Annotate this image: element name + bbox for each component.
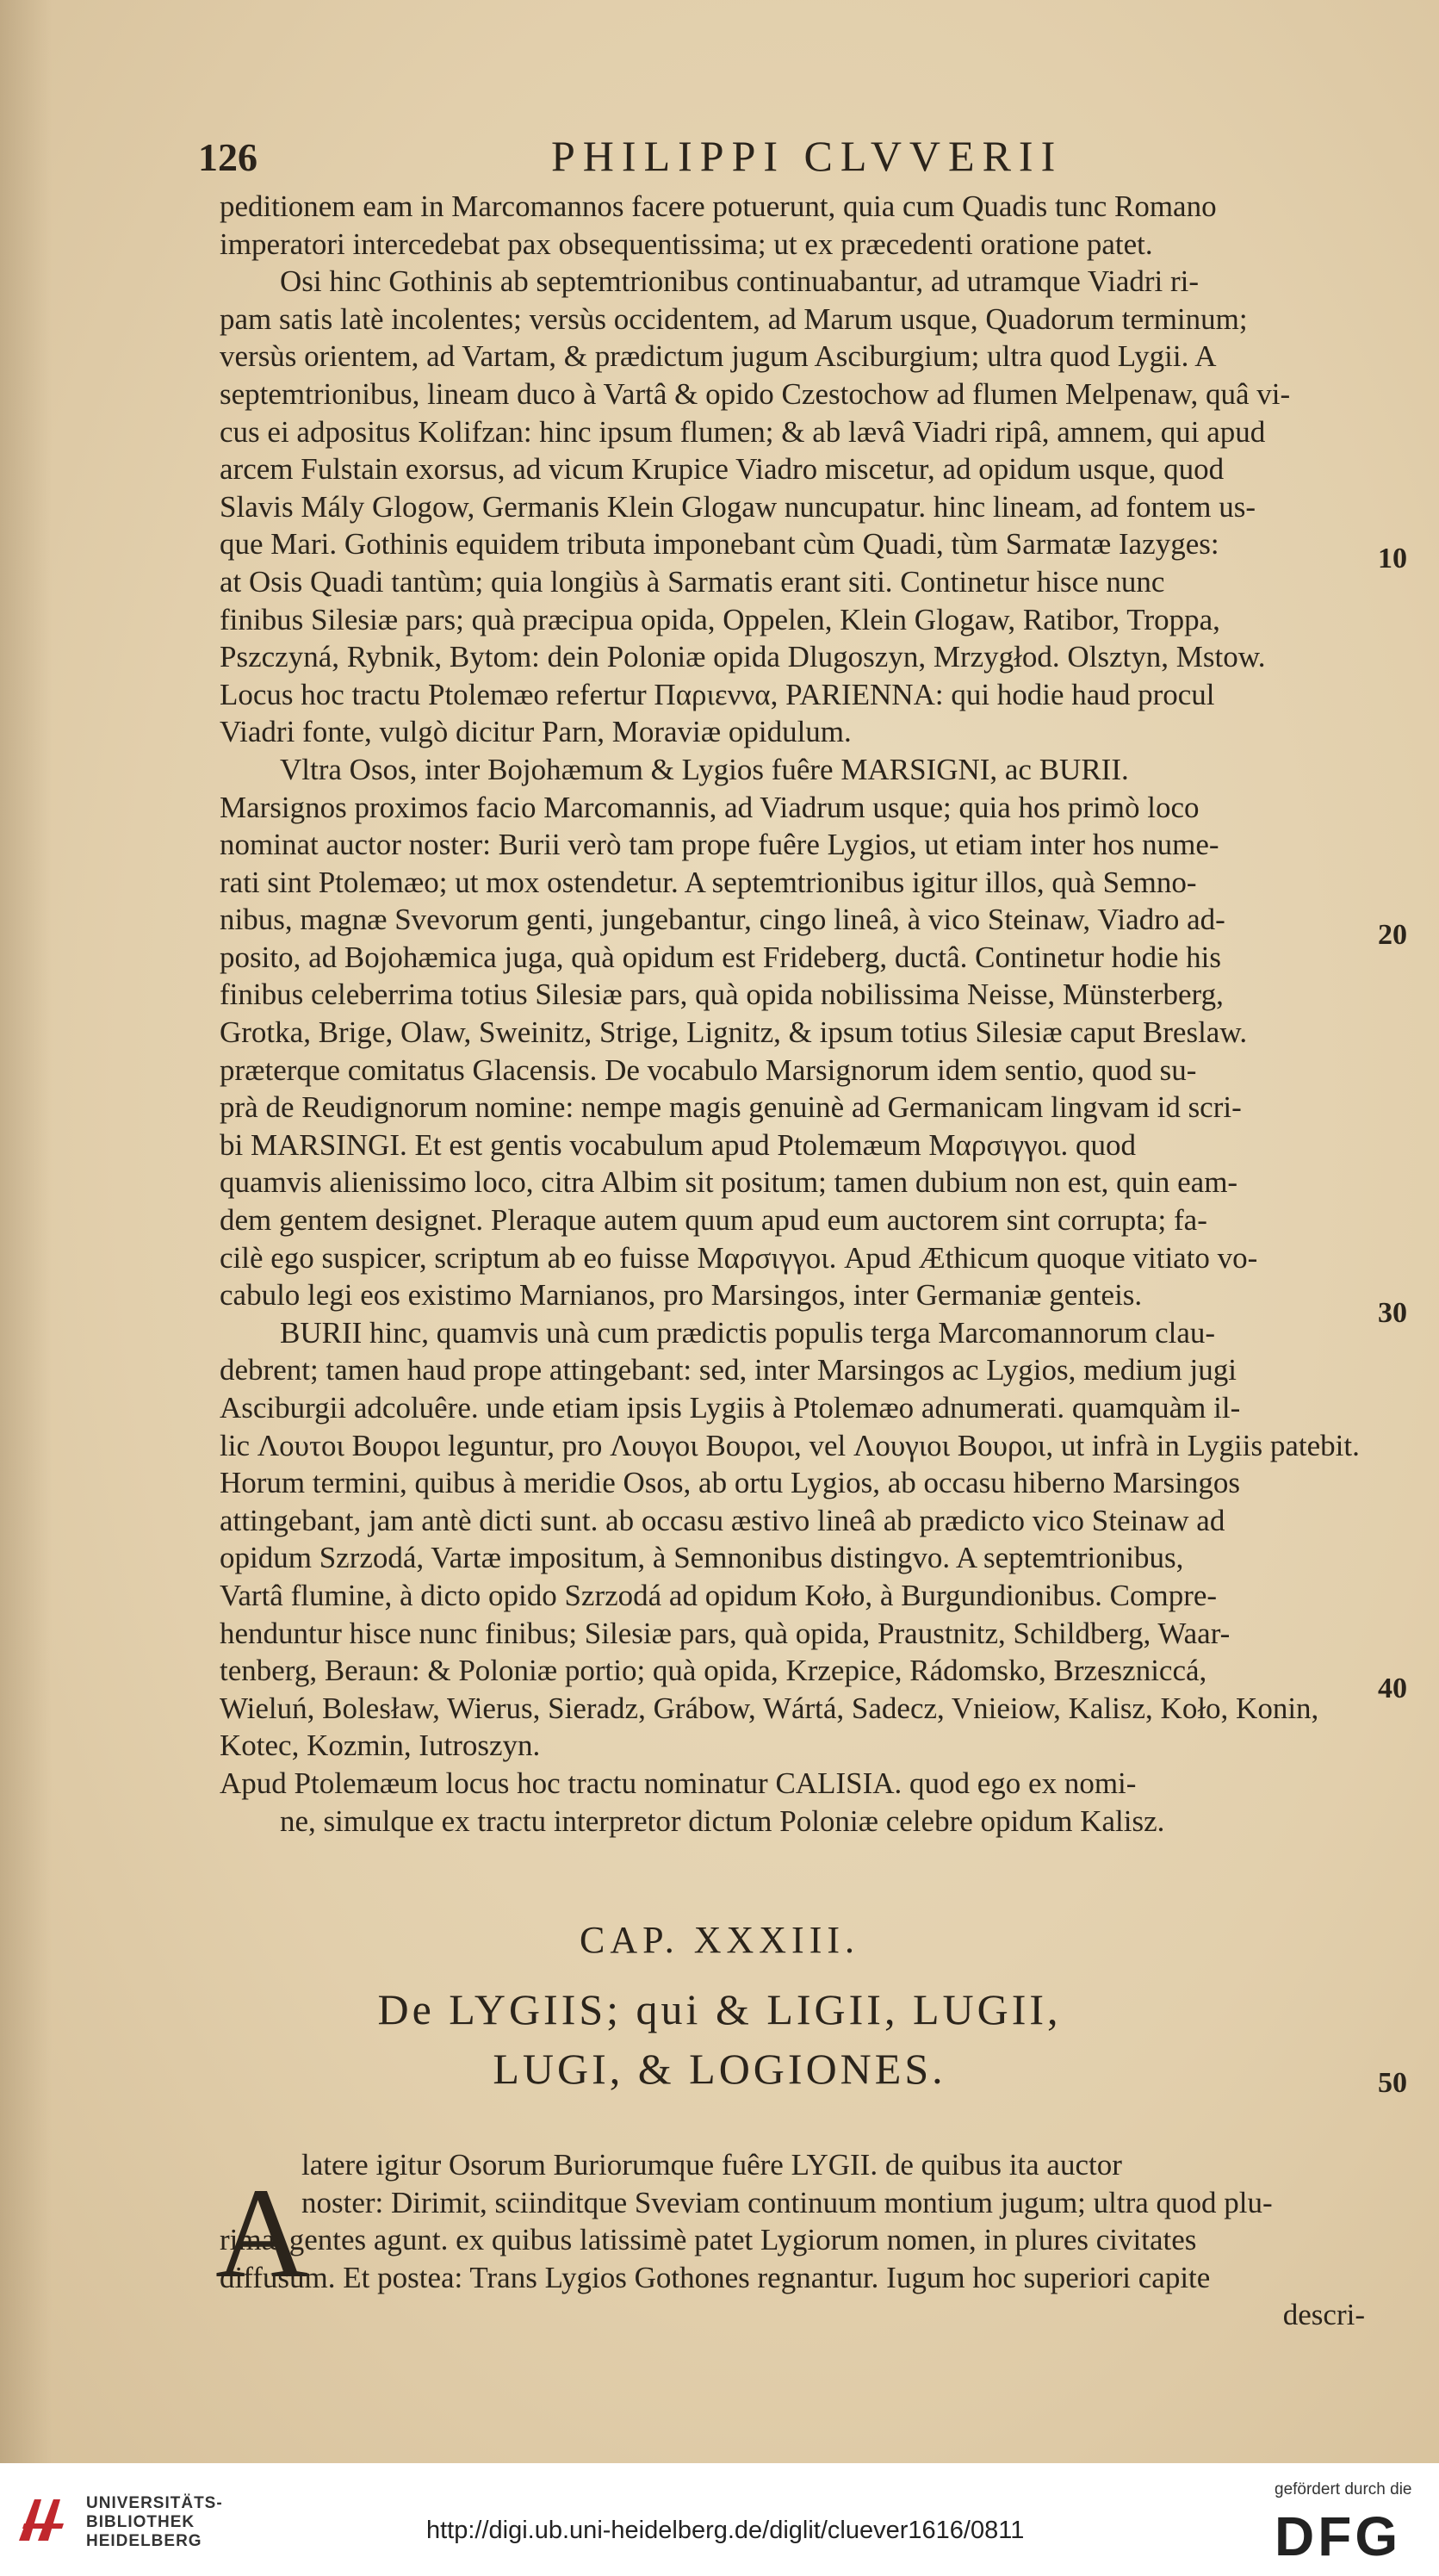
text-line: noster: Dirimit, sciinditque Sveviam continuum montium jugum; ultra quod plu-	[301, 2185, 1273, 2219]
text-line: Apud Ptolemæum locus hoc tractu nominatur CALISIA. quod ego ex nomi-	[220, 1766, 1137, 1800]
running-title: PHILIPPI CLVVERII	[551, 132, 1064, 180]
drop-cap: A	[215, 2162, 309, 2305]
text-line: latere igitur Osorum Buriorumque fuêre LYGII. de quibus ita auctor	[301, 2148, 1122, 2182]
text-line: Locus hoc tractu Ptolemæo refertur Παριεννα, PARIENNA: qui hodie haud procul	[220, 677, 1215, 711]
text-line: imperatori intercedebat pax obsequentissima; ut ex præcedenti oratione patet.	[220, 227, 1153, 261]
margin-line-number: 20	[1378, 919, 1407, 951]
text-line: cus ei adpositus Kolifzan: hinc ipsum flumen; & ab lævâ Viadri ripâ, amnem, qui apud	[220, 414, 1266, 449]
text-line: Wieluń, Bolesław, Wierus, Sieradz, Grábow, Wártá, Sadecz, Vnieiow, Kalisz, Koło, Konin,	[220, 1691, 1319, 1725]
page-number: 126	[198, 135, 257, 179]
final-paragraph	[220, 2146, 1382, 2334]
text-line: versùs orientem, ad Vartam, & prædictum jugum Asciburgium; ultra quod Lygii. A	[220, 339, 1217, 374]
text-line: Osi hinc Gothinis ab septemtrionibus continuabantur, ad utramque Viadri ri-	[280, 264, 1200, 299]
margin-line-number: 50	[1378, 2067, 1407, 2099]
page-header	[198, 129, 1386, 189]
text-line: que Mari. Gothinis equidem tributa imponebant cùm Quadi, tùm Sarmatæ Iazyges:	[220, 527, 1219, 562]
text-line: henduntur hisce nunc finibus; Silesiæ pars, quà opida, Praustnitz, Schildberg, Waar-	[220, 1616, 1231, 1650]
library-name	[86, 2494, 223, 2551]
funded-by-label: gefördert durch die	[1275, 2480, 1412, 2498]
permalink-url[interactable]: http://digi.ub.uni-heidelberg.de/diglit/cluever1616/0811	[426, 2517, 1025, 2544]
library-name-line: HEIDELBERG	[86, 2532, 202, 2550]
text-line: rati sint Ptolemæo; ut mox ostendetur. A septemtrionibus igitur illos, quà Semno-	[220, 865, 1197, 899]
text-line: Pszczyná, Rybnik, Bytom: dein Poloniæ opida Dlugoszyn, Mrzygłod. Olsztyn, Mstow.	[220, 640, 1266, 674]
viewer-footer	[0, 2463, 1439, 2576]
body-text	[220, 188, 1382, 1840]
text-line: Vltra Osos, inter Bojohæmum & Lygios fuêre MARSIGNI, ac BURII.	[280, 752, 1129, 786]
dfg-logo: DFG	[1275, 2505, 1402, 2567]
university-library-logo-icon	[12, 2489, 72, 2551]
text-line: Grotka, Brige, Olaw, Sweinitz, Strige, Lignitz, & ipsum totius Silesiæ caput Breslaw.	[220, 1015, 1248, 1050]
text-line: cilè ego suspicer, scriptum ab eo fuisse Μαρσιγγοι. Apud Æthicum quoque vitiato vo-	[220, 1240, 1258, 1275]
text-line: pam satis latè incolentes; versùs occidentem, ad Marum usque, Quadorum terminum;	[220, 301, 1248, 336]
margin-line-number: 40	[1378, 1673, 1407, 1704]
text-line: Kotec, Kozmin, Iutroszyn.	[220, 1729, 541, 1763]
text-line: Horum termini, quibus à meridie Osos, ab ortu Lygios, ab occasu hiberno Marsingos	[220, 1466, 1240, 1500]
page-gutter-shadow	[0, 0, 52, 2463]
text-line: Viadri fonte, vulgò dicitur Parn, Moraviæ opidulum.	[220, 715, 852, 749]
text-line: rimæ gentes agunt. ex quibus latissimè patet Lygiorum nomen, in plures civitates	[220, 2223, 1197, 2257]
text-line: Marsignos proximos facio Marcomannis, ad Viadrum usque; quia hos primò loco	[220, 790, 1200, 824]
text-line: attingebant, jam antè dicti sunt. ab occasu æstivo lineâ ab prædicto vico Steinaw ad	[220, 1503, 1225, 1537]
text-line: debrent; tamen haud prope attingebant: sed, inter Marsingos ac Lygios, medium jugi	[220, 1353, 1237, 1387]
text-line: finibus celeberrima totius Silesiæ pars, quà opida nobilissima Neisse, Münsterberg,	[220, 978, 1224, 1012]
text-line: Asciburgii adcoluêre. unde etiam ipsis Lygiis à Ptolemæo adnumerati. quamquàm il-	[220, 1391, 1241, 1425]
text-line: finibus Silesiæ pars; quà præcipua opida, Oppelen, Klein Glogaw, Ratibor, Troppa,	[220, 602, 1220, 636]
text-line: at Osis Quadi tantùm; quia longiùs à Sarmatis erant siti. Continetur hisce nunc	[220, 564, 1165, 599]
text-line: dem gentem designet. Pleraque autem quum apud eum auctorem sint corrupta; fa-	[220, 1203, 1207, 1238]
margin-line-number: 10	[1378, 543, 1407, 574]
text-line: BURII hinc, quamvis unà cum prædictis populis terga Marcomannorum clau-	[280, 1315, 1216, 1350]
text-line: descri-	[1282, 2298, 1365, 2332]
text-line: peditionem eam in Marcomannos facere potuerunt, quia cum Quadis tunc Romano	[220, 189, 1217, 223]
text-line: cabulo legi eos existimo Marnianos, pro Marsingos, inter Germaniæ genteis.	[220, 1278, 1143, 1313]
text-line: Vartâ flumine, à dicto opido Szrzodá ad opidum Koło, à Burgundionibus. Compre-	[220, 1578, 1218, 1612]
text-line: præterque comitatus Glacensis. De vocabulo Marsignorum idem sentio, quod su-	[220, 1052, 1197, 1087]
text-line: quamvis alienissimo loco, citra Albim sit positum; tamen dubium non est, quin eam-	[220, 1165, 1238, 1200]
text-line: diffusum. Et postea: Trans Lygios Gothones regnantur. Iugum hoc superiori capite	[220, 2260, 1211, 2294]
text-line: arcem Fulstain exorsus, ad vicum Krupice Viadro miscetur, ad opidum usque, quod	[220, 452, 1225, 487]
text-line: Slavis Mály Glogow, Germanis Klein Glogaw nuncupatur. hinc lineam, ad fontem us-	[220, 489, 1256, 524]
text-line: bi MARSINGI. Et est gentis vocabulum apud Ptolemæum Μαρσιγγοι. quod	[220, 1127, 1136, 1162]
text-line: lic Λουτοι Βουροι leguntur, pro Λουγοι Βουροι, vel Λουγιοι Βουροι, ut infrà in Lygiis patebit.	[220, 1428, 1360, 1462]
chapter-heading: CAP. XXXIII.	[580, 1919, 859, 1961]
chapter-subtitle-line-2: LUGI, & LOGIONES.	[493, 2045, 946, 2093]
text-line: nominat auctor noster: Burii verò tam prope fuêre Lygios, ut etiam inter hos nume-	[220, 828, 1219, 862]
text-line: opidum Szrzodá, Vartæ impositum, à Semnonibus distingvo. A septemtrionibus,	[220, 1541, 1184, 1575]
library-name-line: UNIVERSITÄTS-	[86, 2494, 223, 2512]
library-name-line: BIBLIOTHEK	[86, 2513, 195, 2531]
text-line: nibus, magnæ Svevorum genti, jungebantur, cingo lineâ, à vico Steinaw, Viadro ad-	[220, 903, 1225, 937]
chapter-subtitle-line-1: De LYGIIS; qui & LIGII, LUGII,	[377, 1985, 1062, 2033]
margin-line-number: 30	[1378, 1297, 1407, 1329]
text-line: ne, simulque ex tractu interpretor dictum Poloniæ celebre opidum Kalisz.	[280, 1803, 1165, 1838]
text-line: tenberg, Beraun: & Poloniæ portio; quà opida, Krzepice, Rádomsko, Brzeszniccá,	[220, 1654, 1207, 1688]
text-line: septemtrionibus, lineam duco à Vartâ & opido Czestochow ad flumen Melpenaw, quâ vi-	[220, 376, 1291, 411]
text-line: posito, ad Bojohæmica juga, quà opidum est Frideberg, ductâ. Continetur hodie his	[220, 940, 1221, 974]
text-line: prà de Reudignorum nomine: nempe magis genuinè ad Germanicam lingvam id scri-	[220, 1090, 1242, 1125]
